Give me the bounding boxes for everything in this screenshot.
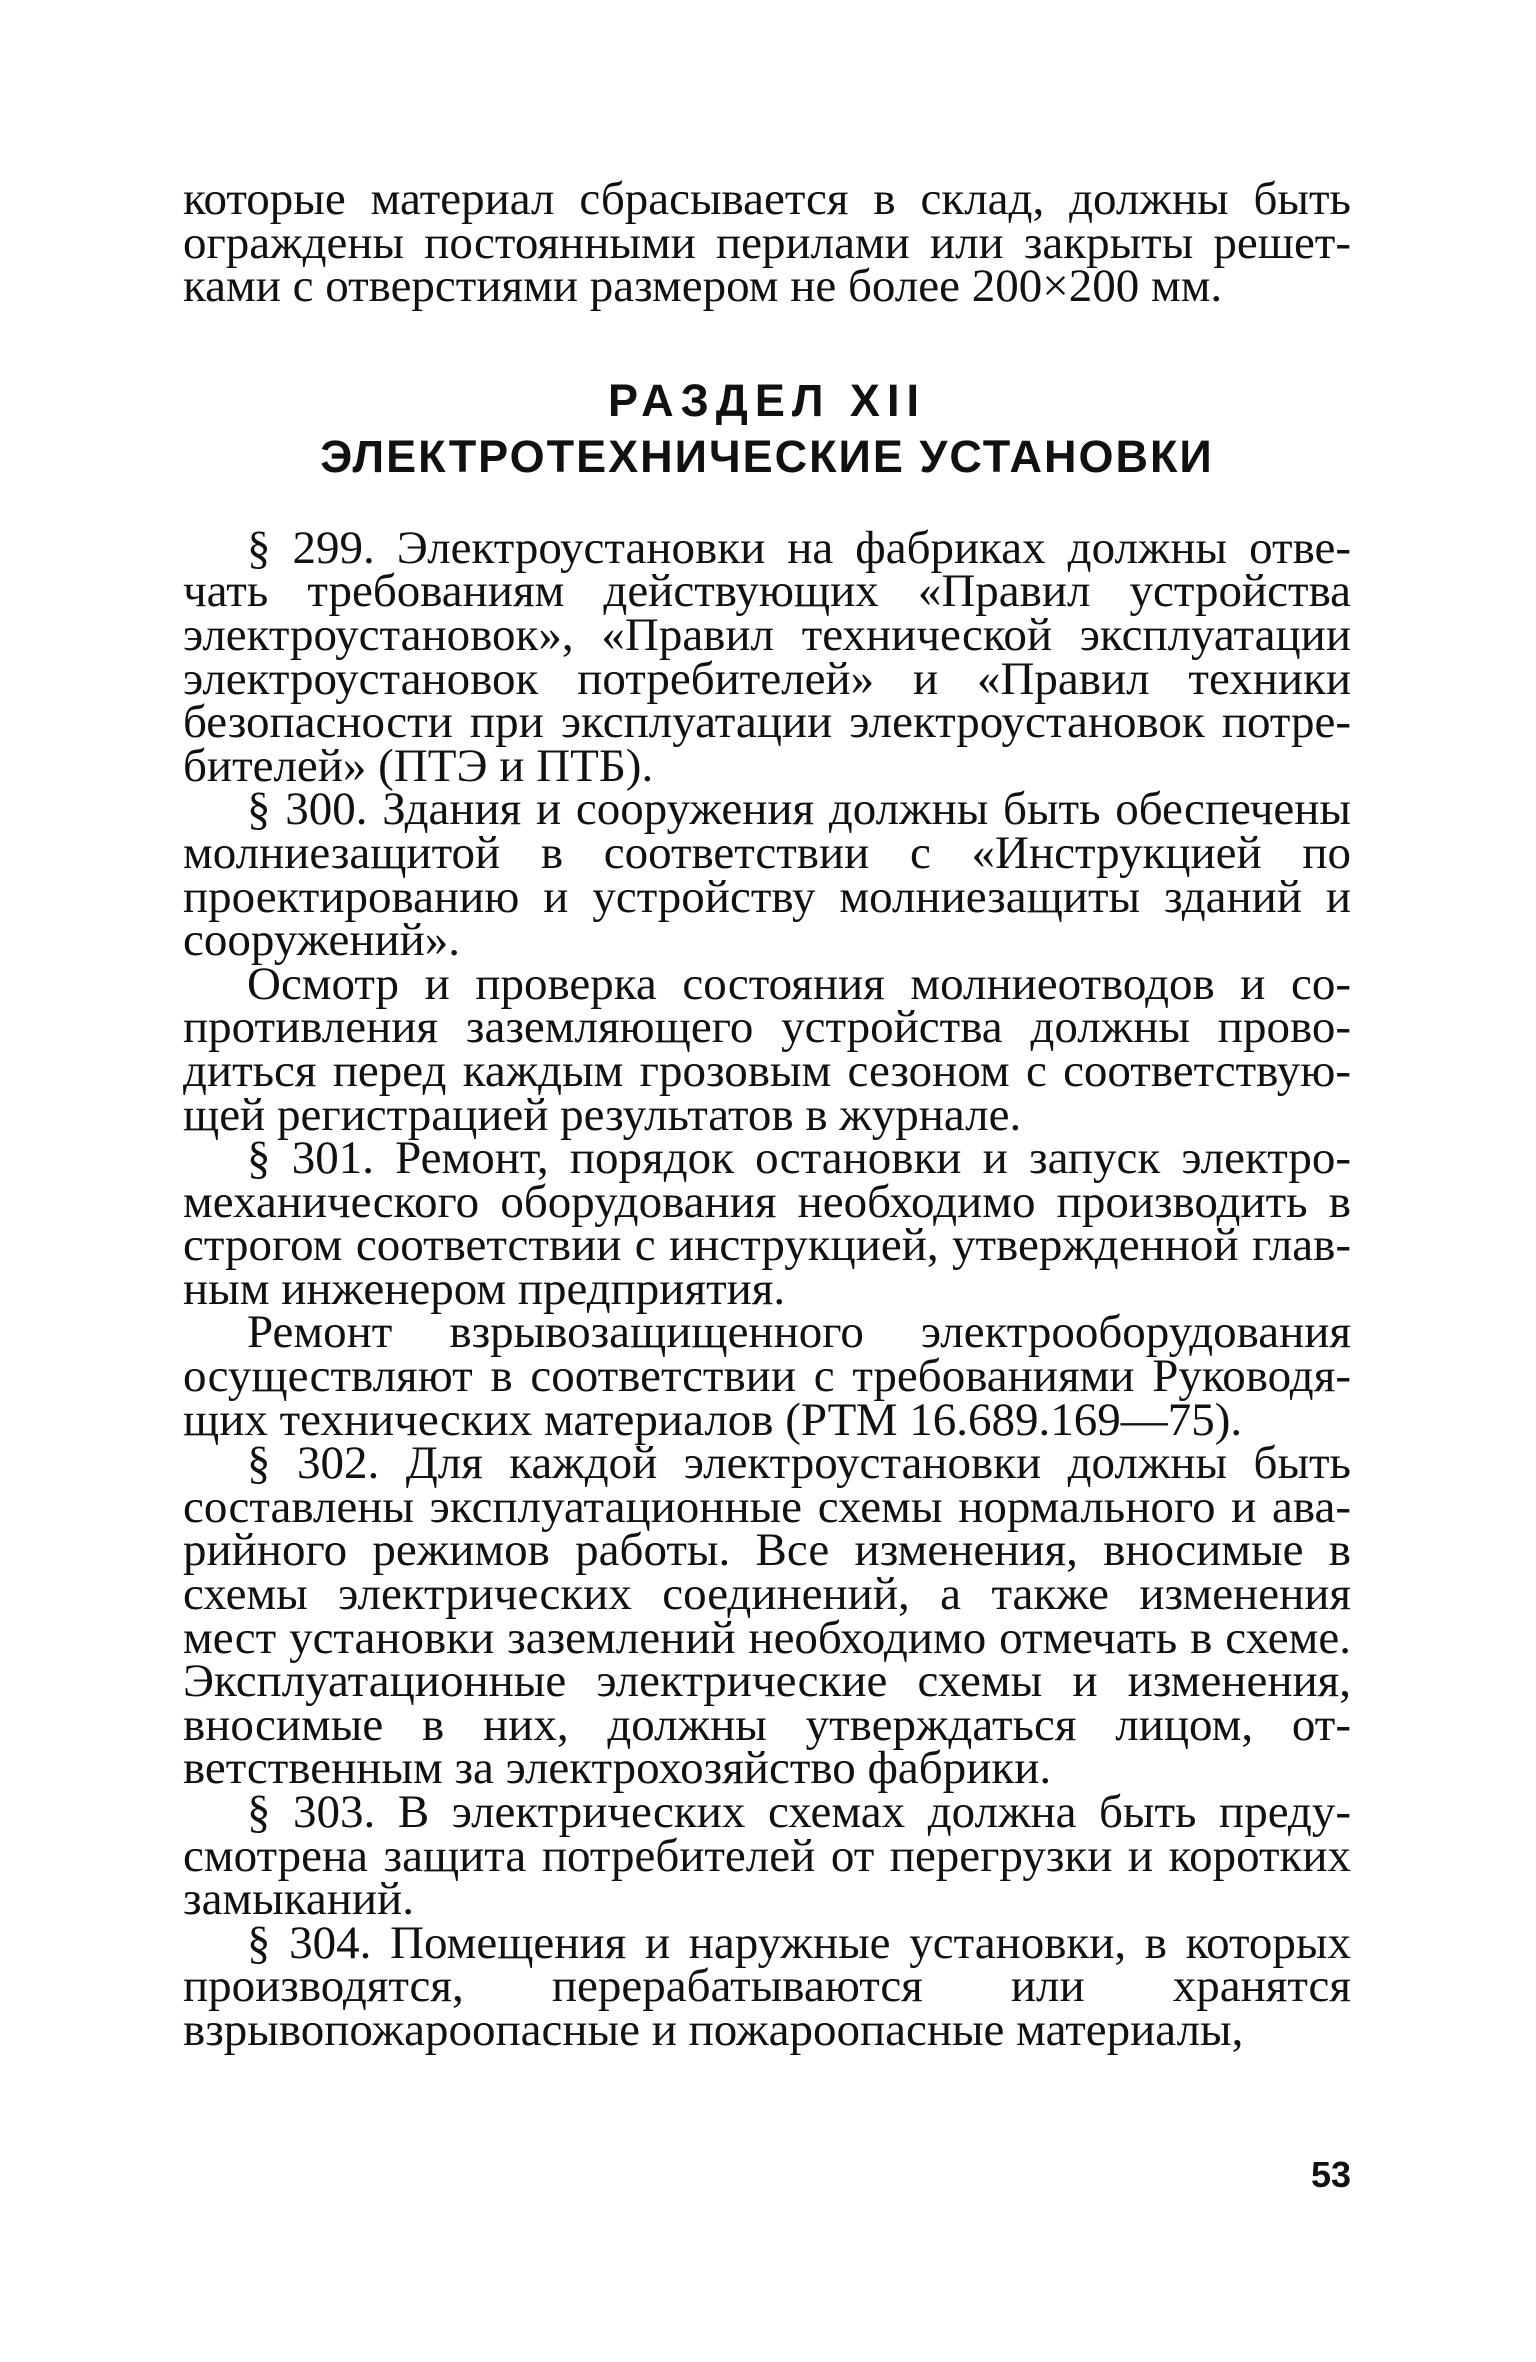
page-number: 53 bbox=[1310, 2154, 1351, 2195]
paragraph-304: § 304. Помещения и наружные установки, в которых производятся, перерабатываются или хранятся взрывопожароопасные и пожароопасные материалы, bbox=[183, 1916, 1351, 2056]
paragraph-299: § 299. Электроустановки на фабриках должны отвечать требованиям действующих «Правил устройства электроустановок», «Правил технической эксплуатации электроустановок потребителей» и «Правил техники безопасности при эксплуатации электроустановок потребителей» (ПТЭ и ПТБ). bbox=[183, 521, 1351, 792]
paragraph-300-inspection: Осмотр и проверка состояния молниеотводов и сопротивления заземляющего устройства должны проводиться перед каждым грозовым сезоном с соответствующей регистрацией результатов в журнале. bbox=[183, 957, 1351, 1141]
section-label: РАЗДЕЛ XII bbox=[608, 374, 926, 426]
paragraph-301: § 301. Ремонт, порядок остановки и запуск электромеханического оборудования необходимо производить в строгом соответствии с инструкцией, утвержденной главным инженером предприятия. bbox=[183, 1132, 1351, 1315]
paragraph-301-repair: Ремонт взрывозащищенного электрооборудования осуществляют в соответствии с требованиями Руководящих технических материалов (РТМ 16.689.169—75). bbox=[183, 1306, 1351, 1446]
paragraph-303: § 303. В электрических схемах должна быть предусмотрена защита потребителей от перегрузки и коротких замыканий. bbox=[183, 1786, 1351, 1926]
paragraph-continuation: которые материал сбрасывается в склад, должны быть ограждены постоянными перилами или закрыты решетками с отверстиями размером не более 200×200 мм. bbox=[183, 173, 1351, 313]
page-body bbox=[183, 173, 1351, 2056]
paragraph-300: § 300. Здания и сооружения должны быть обеспечены молниезащитой в соответствии с «Инструкцией по проектированию и устройству молниезащиты зданий и сооружений». bbox=[183, 783, 1351, 967]
paragraph-302: § 302. Для каждой электроустановки должны быть составлены эксплуатационные схемы нормального и аварийного режимов работы. Все изменения, вносимые в схемы электрических соединений, а также изменения мест установки заземлений необходимо отмечать в схеме. Эксплуатационные электрические схемы и изменения, вносимые в них, должны утверждаться лицом, ответственным за электрохозяйство фабрики. bbox=[183, 1437, 1351, 1795]
section-title: ЭЛЕКТРОТЕХНИЧЕСКИЕ УСТАНОВКИ bbox=[320, 430, 1214, 482]
